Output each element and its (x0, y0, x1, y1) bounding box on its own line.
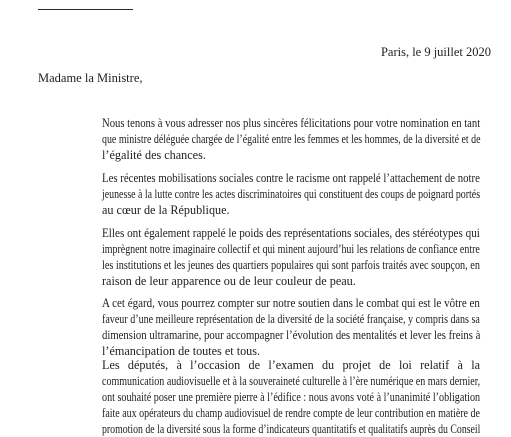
text-line: l’égalité des chances. (102, 148, 206, 162)
text-line: Les députés, à l’occasion de l’examen du projet de loi relatif à la (102, 358, 480, 372)
paragraph-representations (102, 225, 480, 289)
text-line: A cet égard, vous pourrez compter sur notre soutien dans le combat qui est le vôtre en (102, 296, 480, 310)
paragraph-mobilisations (102, 170, 480, 218)
letter-salutation: Madame la Ministre, (38, 71, 143, 85)
text-line: au cœur de la République. (102, 203, 230, 217)
text-line: faite aux opérateurs du champ audiovisuel de rendre compte de leur contribution en matière de (102, 406, 480, 420)
text-line: Elles ont également rappelé le poids des représentations sociales, des stéréotypes qui (102, 226, 480, 240)
letter-date: Paris, le 9 juillet 2020 (380, 45, 491, 59)
text-line: faveur d’une meilleure représentation de la diversité de la société française, y compris dans sa (102, 312, 480, 326)
text-line: Les récentes mobilisations sociales contre le racisme ont rappelé l’attachement de notre (102, 171, 480, 185)
text-line: Nous tenons à vous adresser nos plus sincères félicitations pour votre nomination en tant (102, 116, 481, 130)
text-line: dimension ultramarine, pour accompagner l’évolution des mentalités et lever les freins à (102, 328, 481, 342)
text-line: que ministre déléguée chargée de l’égalité entre les femmes et les hommes, de la diversité et de (102, 132, 481, 146)
text-line: communication audiovisuelle et à la souveraineté culturelle à l’ère numérique en mars dernier, (102, 374, 481, 388)
text-line: raison de leur apparence ou de leur couleur de peau. (102, 274, 356, 288)
text-line: les institutions et les jeunes des quartiers populaires qui sont parfois traités avec soupçon, en (102, 258, 480, 272)
text-line: jeunesse à la lutte contre les actes discriminatoires qui constituent des coups de poignard portés (102, 187, 481, 201)
paragraph-deputes (102, 357, 480, 437)
text-line: ont souhaité poser une première pierre à l’édifice : nous avons voté à l’unanimité l’obligation (102, 390, 481, 404)
text-line: promotion de la diversité sous la forme d’indicateurs quantitatifs et qualitatifs auprès du Conseil (102, 422, 481, 436)
paragraph-soutien (102, 295, 480, 359)
paragraph-congratulations (102, 115, 480, 163)
text-line: l’émancipation de toutes et tous. (102, 344, 261, 358)
header-rule (38, 9, 133, 10)
text-line: imprègnent notre imaginaire collectif et qui minent aujourd’hui les relations de confiance entre (102, 242, 480, 256)
